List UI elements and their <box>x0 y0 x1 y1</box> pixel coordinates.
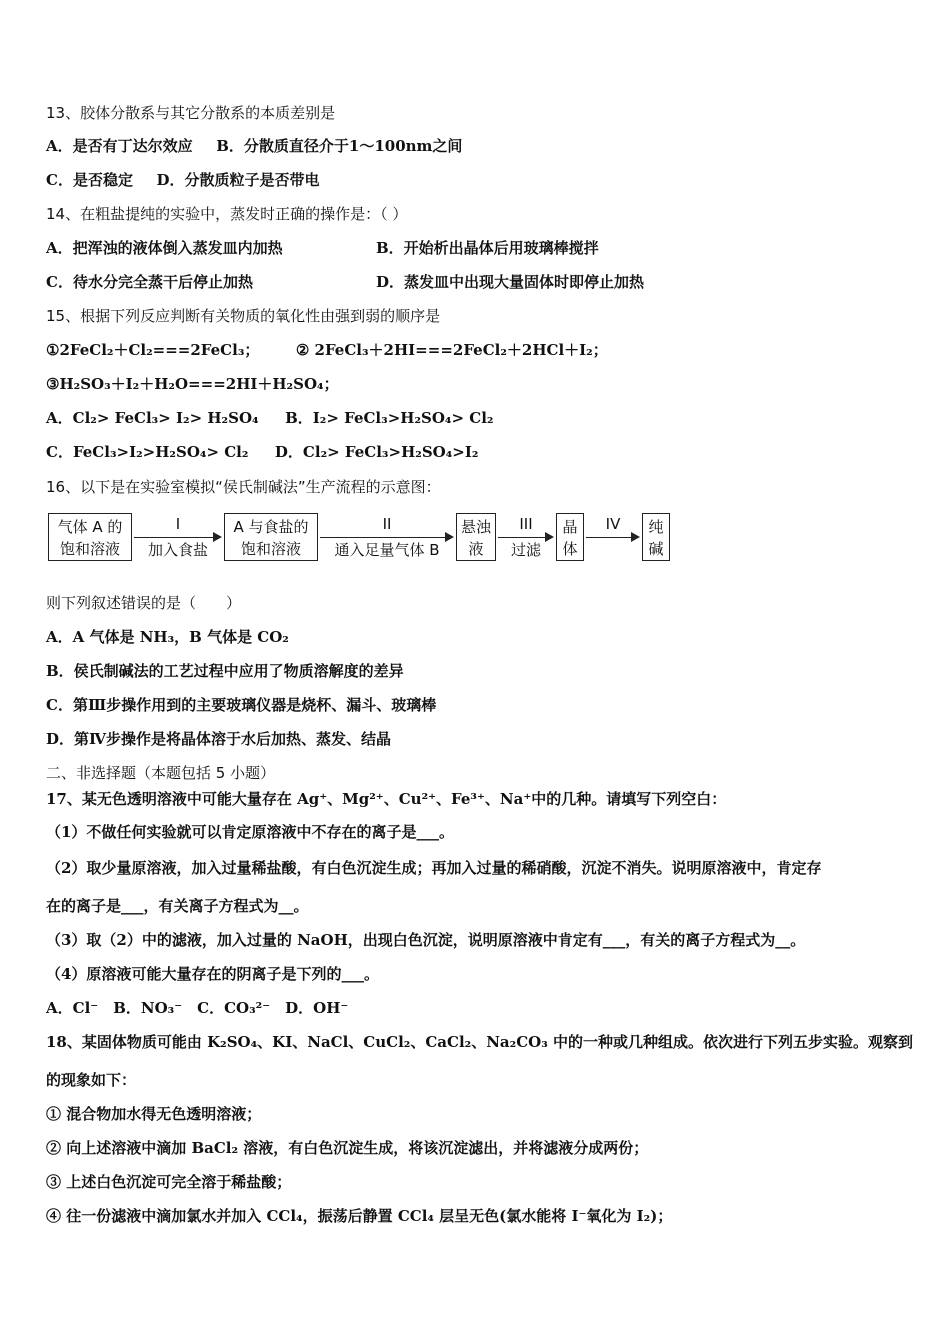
flow-step-1-desc: 加入食盐 <box>147 541 208 559</box>
q13-option-a: A．是否有丁达尔效应 <box>46 137 193 155</box>
q14-option-d: D．蒸发皿中出现大量固体时即停止加热 <box>376 273 645 291</box>
q18-stem-line1: 18、某固体物质可能由 K₂SO₄、KI、NaCl、CuCl₂、CaCl₂、Na₂CO₃ 中的一种或几种组成。依次进行下列五步实验。观察到 <box>46 1033 914 1051</box>
q15-option-c: C．FeCl₃>I₂>H₂SO₄> Cl₂ <box>46 443 249 461</box>
q13-options-cd <box>46 170 320 190</box>
section-heading: 二、非选择题（本题包括 5 小题） <box>46 764 276 782</box>
flow-box-soda-line1: 纯 <box>648 518 664 536</box>
q15-reactions-12 <box>46 340 608 360</box>
q18-step-1: ① 混合物加水得无色透明溶液； <box>46 1105 262 1123</box>
flow-step-1-label: I <box>175 515 181 533</box>
flow-step-3 <box>498 513 554 561</box>
q13-option-b: B．分散质直径介于1～100nm之间 <box>216 137 463 155</box>
q17-part-1: （1）不做任何实验就可以肯定原溶液中不存在的离子是___。 <box>46 823 454 841</box>
q18-step-4: ④ 往一份滤液中滴加氯水并加入 CCl₄，振荡后静置 CCl₄ 层呈无色(氯水能将 I⁻氧化为 I₂)； <box>46 1207 673 1225</box>
flow-box-gas-a-line1: 气体 A 的 <box>57 518 123 536</box>
q17-part-2-line2: 在的离子是___，有关离子方程式为__。 <box>46 897 309 915</box>
q14-option-a: A．把浑浊的液体倒入蒸发皿内加热 <box>46 239 283 257</box>
flow-step-4-label: IV <box>605 515 621 533</box>
q17-part-2-line1: （2）取少量原溶液，加入过量稀盐酸，有白色沉淀生成；再加入过量的稀硝酸，沉淀不消失。说明原溶液中，肯定存 <box>46 859 822 877</box>
q18-step-3: ③ 上述白色沉淀可完全溶于稀盐酸； <box>46 1173 292 1191</box>
q13-option-c: C．是否稳定 <box>46 171 133 189</box>
flow-box-gas-a <box>48 513 132 561</box>
flow-step-3-desc: 过滤 <box>510 541 541 559</box>
q13-stem: 13、胶体分散系与其它分散系的本质差别是 <box>46 104 336 122</box>
q13-option-d: D．分散质粒子是否带电 <box>156 171 320 189</box>
flow-step-2 <box>320 513 454 561</box>
q15-option-d: D．Cl₂> FeCl₃>H₂SO₄>I₂ <box>274 443 479 461</box>
q16-option-a: A．A 气体是 NH₃，B 气体是 CO₂ <box>46 628 289 646</box>
flow-box-soda-line2: 碱 <box>648 540 664 558</box>
flow-step-2-desc: 通入足量气体 B <box>334 541 440 559</box>
flow-box-suspension-line2: 液 <box>468 540 484 558</box>
q15-reaction-3: ③H₂SO₃＋I₂＋H₂O===2HI＋H₂SO₄； <box>46 375 339 393</box>
flow-box-crystal <box>556 513 584 561</box>
q14-option-c: C．待水分完全蒸干后停止加热 <box>46 273 253 291</box>
flow-box-a-salt <box>224 513 318 561</box>
q17-stem: 17、某无色透明溶液中可能大量存在 Ag⁺、Mg²⁺、Cu²⁺、Fe³⁺、Na⁺中的几种。请填写下列空白： <box>46 790 727 808</box>
flow-box-a-salt-line1: A 与食盐的 <box>233 518 309 536</box>
q18-stem-line2: 的现象如下： <box>46 1071 137 1089</box>
q14-stem: 14、在粗盐提纯的实验中，蒸发时正确的操作是：（ ） <box>46 205 408 223</box>
q17-part-4: （4）原溶液可能大量存在的阴离子是下列的___。 <box>46 965 379 983</box>
flow-box-a-salt-line2: 饱和溶液 <box>240 540 301 558</box>
flow-step-2-label: II <box>382 515 392 533</box>
q15-option-b: B．I₂> FeCl₃>H₂SO₄> Cl₂ <box>285 409 494 427</box>
flow-box-soda <box>642 513 670 561</box>
flow-step-4 <box>586 513 640 561</box>
arrow-right-icon <box>631 532 640 542</box>
q15-options-cd <box>46 442 478 462</box>
q15-stem: 15、根据下列反应判断有关物质的氧化性由强到弱的顺序是 <box>46 307 441 325</box>
flow-box-crystal-line2: 体 <box>562 540 578 558</box>
q13-options-ab <box>46 136 462 156</box>
q16-ask: 则下列叙述错误的是（ ） <box>46 594 242 612</box>
q18-step-2: ② 向上述溶液中滴加 BaCl₂ 溶液，有白色沉淀生成，将该沉淀滤出，并将滤液分成两份； <box>46 1139 649 1157</box>
q16-stem: 16、以下是在实验室模拟“侯氏制碱法”生产流程的示意图： <box>46 478 441 496</box>
q16-option-c: C．第Ⅲ步操作用到的主要玻璃仪器是烧杯、漏斗、玻璃棒 <box>46 696 437 714</box>
q17-options: A．Cl⁻ B．NO₃⁻ C．CO₃²⁻ D．OH⁻ <box>46 999 349 1017</box>
q16-option-b: B．侯氏制碱法的工艺过程中应用了物质溶解度的差异 <box>46 662 404 680</box>
flow-step-1 <box>134 513 222 561</box>
flow-box-crystal-line1: 晶 <box>562 518 578 536</box>
q15-reaction-2: ② 2FeCl₃＋2HI===2FeCl₂＋2HCl＋I₂； <box>295 341 608 359</box>
flow-step-3-label: III <box>519 515 533 533</box>
q16-option-d: D．第Ⅳ步操作是将晶体溶于水后加热、蒸发、结晶 <box>46 730 392 748</box>
q15-reaction-1: ①2FeCl₂＋Cl₂===2FeCl₃； <box>46 341 260 359</box>
q15-options-ab <box>46 408 493 428</box>
q15-option-a: A．Cl₂> FeCl₃> I₂> H₂SO₄ <box>46 409 259 427</box>
q17-part-3: （3）取（2）中的滤液，加入过量的 NaOH，出现白色沉淀，说明原溶液中肯定有___，有关的离子方程式为__。 <box>46 931 806 949</box>
flow-box-suspension <box>456 513 496 561</box>
q14-option-b: B．开始析出晶体后用玻璃棒搅拌 <box>376 239 599 257</box>
flow-box-gas-a-line2: 饱和溶液 <box>59 540 120 558</box>
flow-box-suspension-line1: 悬浊 <box>460 518 491 536</box>
